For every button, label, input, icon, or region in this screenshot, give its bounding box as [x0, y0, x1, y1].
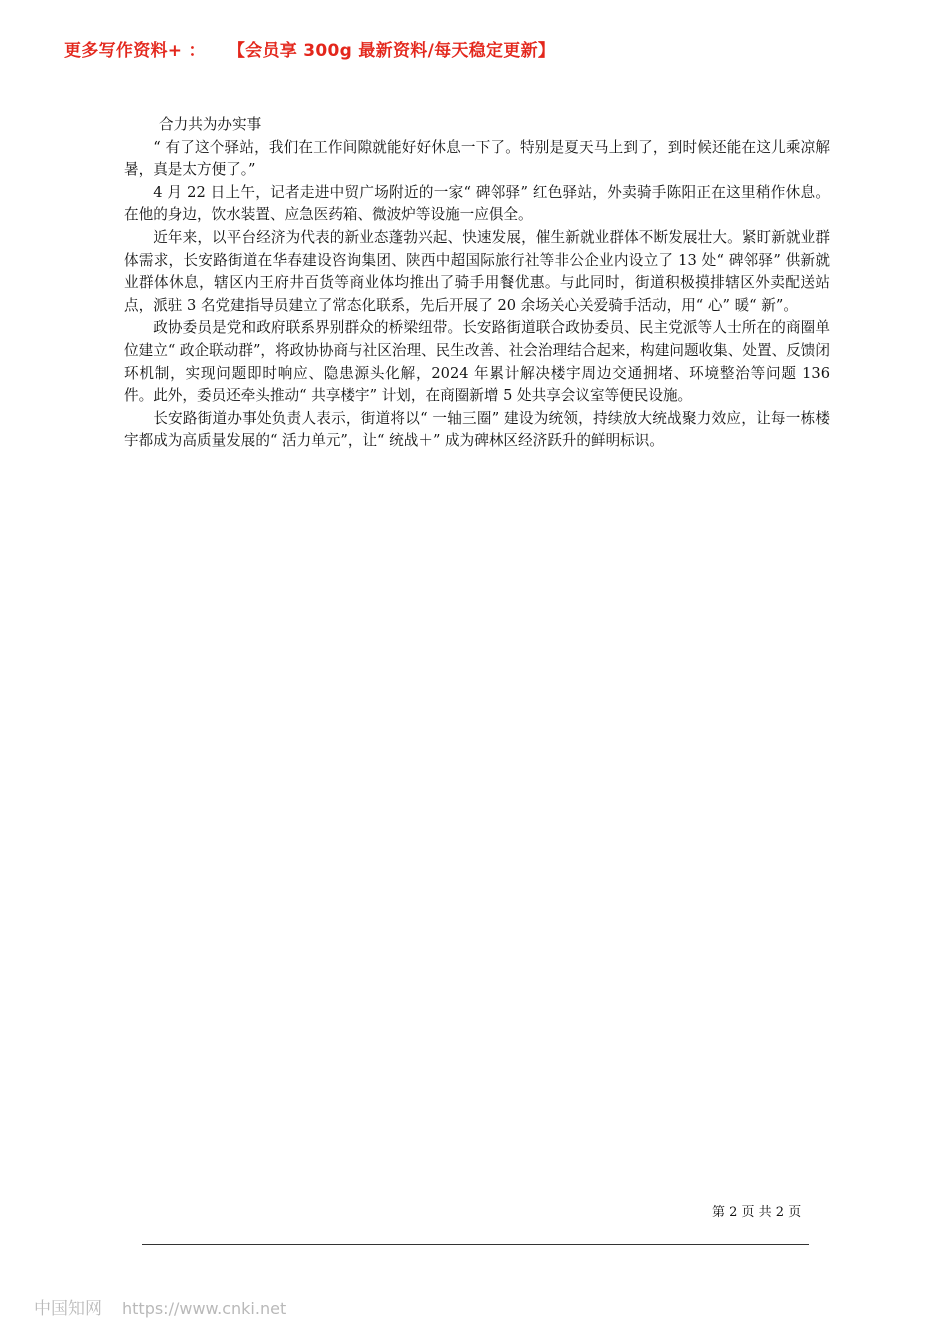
article-paragraph-1: “ 有了这个驿站，我们在工作间隙就能好好休息一下了。特别是夏天马上到了，到时候还能在这儿乘凉解暑，真是太方便了。”	[124, 138, 830, 179]
watermark-brand: 中国知网	[34, 1299, 102, 1319]
footer-divider	[142, 1244, 809, 1245]
article-paragraph-3: 近年来，以平台经济为代表的新业态蓬勃兴起、快速发展，催生新就业群体不断发展壮大。紧盯新就业群体需求，长安路街道在华春建设咨询集团、陕西中超国际旅行社等非公企业内设立了 13 处“ 碑邻驿” 供新就业群体休息，辖区内王府井百货等商业体均推出了骑手用餐优惠。与此同时，街道积极摸排辖区外卖配送站点，派驻 3 名党建指导员建立了常态化联系，先后开展了 20 余场关心关爱骑手活动，用“ 心” 暖“ 新”。	[124, 228, 830, 314]
article-body	[124, 114, 830, 453]
promo-header	[64, 36, 924, 61]
watermark-url: https://www.cnki.net	[122, 1299, 287, 1318]
cnki-watermark	[34, 1294, 286, 1319]
article-paragraph-2: 4 月 22 日上午，记者走进中贸广场附近的一家“ 碑邻驿” 红色驿站，外卖骑手陈阳正在这里稍作休息。在他的身边，饮水装置、应急医药箱、微波炉等设施一应俱全。	[124, 183, 830, 224]
article-paragraph-5: 长安路街道办事处负责人表示，街道将以“ 一轴三圈” 建设为统领，持续放大统战聚力效应，让每一栋楼宇都成为高质量发展的“ 活力单元”，让“ 统战＋” 成为碑林区经济跃升的鲜明标识。	[124, 409, 830, 450]
article-title: 合力共为办实事	[159, 116, 262, 133]
article-paragraph-4: 政协委员是党和政府联系界别群众的桥梁纽带。长安路街道联合政协委员、民主党派等人士所在的商圈单位建立“ 政企联动群”，将政协协商与社区治理、民生改善、社会治理结合起来，构建问题收集、处置、反馈闭环机制，实现问题即时响应、隐患源头化解，2024 年累计解决楼宇周边交通拥堵、环境整治等问题 136 件。此外，委员还牵头推动“ 共享楼宇” 计划，在商圈新增 5 处共享会议室等便民设施。	[124, 319, 830, 405]
page-number: 第 2 页 共 2 页	[712, 1205, 802, 1220]
promo-header-left: 更多写作资料+ ：	[64, 41, 206, 61]
promo-header-right: 【会员享 300g 最新资料/每天稳定更新】	[227, 41, 556, 61]
